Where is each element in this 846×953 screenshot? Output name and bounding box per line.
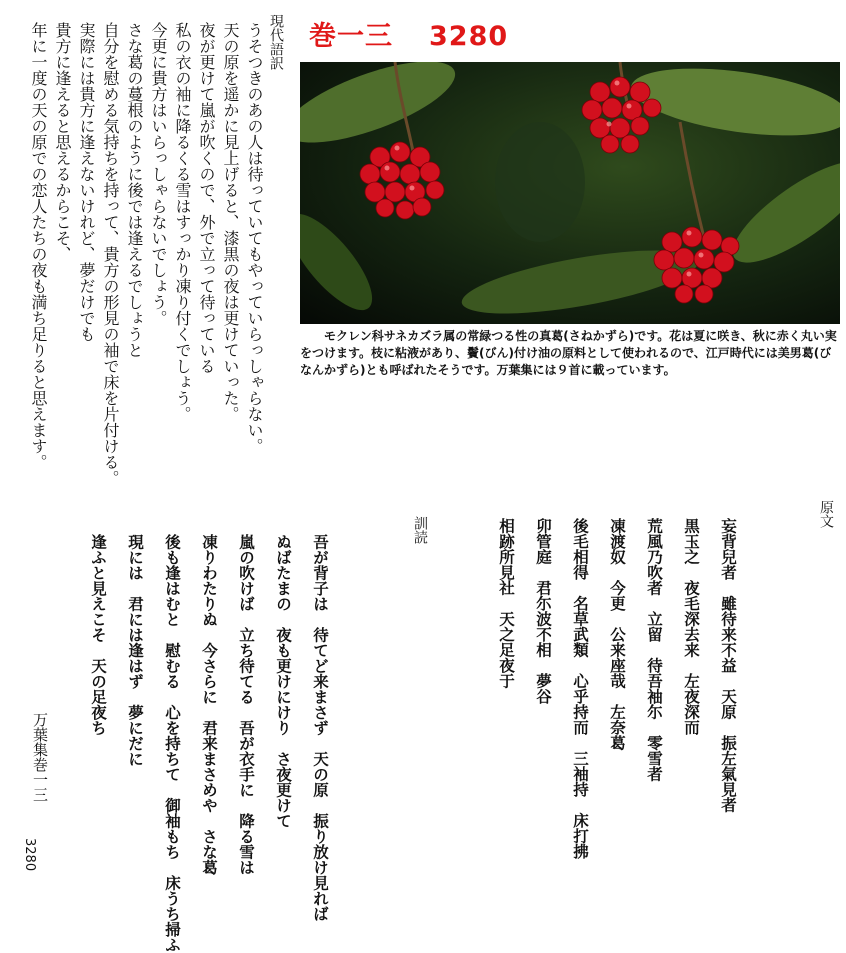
kundoku-line: 凍りわたりぬ 今さらに 君来まさめや さな葛 — [200, 534, 219, 875]
modern-line: 実際には貴方に逢えないけれど、夢だけでも — [77, 22, 96, 342]
modern-line: 自分を慰める気持ちを持って、貴方の形見の袖で床を片付ける。 — [101, 22, 120, 486]
kundoku-line: 吾が背子は 待てど来まさず 天の原 振り放け見れば — [311, 534, 330, 922]
original-line: 黒玉之 夜毛深去来 左夜深而 — [682, 518, 701, 735]
poem-number: 3280 — [22, 838, 37, 872]
photo-caption: モクレン科サネカズラ属の常緑つる性の真葛(さねかずら)です。花は夏に咲き、秋に赤く丸い実をつけます。枝に粘液があり、鬢(びん)付け油の原料として使われるので、江戸時代には美男葛(びなんかずら)とも呼ばれたそうです。万葉集には９首に載っています。 — [300, 329, 837, 377]
modern-line: 貴方に逢えると思えるからこそ、 — [53, 22, 72, 262]
page-title — [309, 14, 508, 53]
original-line: 後毛相得 名草武類 心乎持而 三袖持 床打拂 — [571, 518, 590, 859]
original-line: 相跡所見社 天之足夜于 — [497, 518, 516, 689]
original-line: 妄背兒者 雖待来不益 天原 振左氣見者 — [719, 518, 738, 813]
kundoku-line: 嵐の吹けば 立ち待てる 吾が衣手に 降る雪は — [237, 534, 256, 875]
kundoku-line: 後も逢はむと 慰むる 心を持ちて 御袖もち 床うち掃ふ — [163, 534, 182, 953]
modern-line: さな葛の蔓根のように後では逢えるでしょうと — [125, 22, 144, 358]
kundoku-line: 逢ふと見えこそ 天の足夜ち — [89, 534, 108, 736]
original-line: 荒風乃吹者 立留 待吾袖尓 零雪者 — [645, 518, 664, 782]
original-line: 凍渡奴 今更 公来座哉 左奈葛 — [608, 518, 627, 751]
modern-line: 今更に貴方はいらっしゃらないでしょう。 — [149, 22, 168, 326]
kundoku-line: ぬばたまの 夜も更けにけり さ夜更けて — [274, 534, 293, 829]
berry-photo — [300, 62, 840, 324]
modern-line: 夜が更けて嵐が吹くので、外で立って待っている — [197, 22, 216, 374]
modern-line: 私の衣の袖に降るくる雪はすっかり凍り付くでしょう。 — [173, 22, 192, 422]
modern-translation-heading: 現代語訳 — [268, 14, 284, 70]
original-line: 卯管庭 君尓波不相 夢谷 — [534, 518, 553, 704]
modern-line: 年に一度の天の原での恋人たちの夜も満ち足りると思えます。 — [29, 22, 48, 470]
modern-line: 天の原を遥かに見上げると、漆黒の夜は更けていった。 — [221, 22, 240, 422]
poem-number-title: 3280 — [429, 21, 509, 52]
kundoku-heading: 訓読 — [412, 516, 428, 544]
source-label: 万葉集巻一三 — [31, 712, 49, 802]
modern-translation — [26, 22, 266, 486]
original-text — [488, 518, 747, 859]
volume-label: 巻一三 — [309, 21, 393, 52]
kundoku-text — [80, 534, 339, 953]
kundoku-line: 現には 君には逢はず 夢にだに — [126, 534, 145, 767]
sanekazura-illustration — [300, 62, 840, 324]
original-text-heading: 原文 — [818, 500, 834, 528]
modern-line: うそつきのあの人は待っていてもやっていらっしゃらない。 — [245, 22, 264, 454]
